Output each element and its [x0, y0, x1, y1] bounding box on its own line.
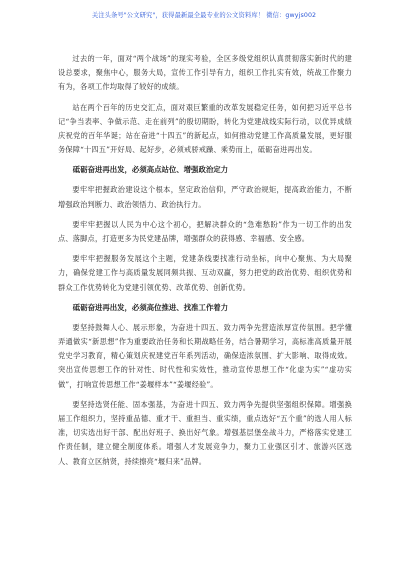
paragraph: 要牢牢把握政治建设这个根本，坚定政治信仰，严守政治规矩，提高政治能力，不断增强政治判断力、政治领悟力、政治执行力。: [58, 185, 352, 209]
paragraph: 过去的一年，面对“两个战场”的现实考验，全区多级党组织认真贯彻落实新时代的建设总要求，聚焦中心，服务大局，宣传工作引导有力，组织工作扎实有效，统战工作聚力有为，各项工作均取得了较好的成绩。: [58, 54, 352, 92]
document-body: [58, 52, 352, 475]
paragraph: 要牢牢把握以人民为中心这个初心，把解决群众的“急难愁盼”作为一切工作的出发点、落脚点，打造更多为民党建品牌，增强群众的获得感、幸福感、安全感。: [58, 219, 352, 244]
section-heading: 砥砺奋进再出发，必须高点站位、增强政治定力: [72, 165, 229, 175]
paragraph: 要坚持鼓舞人心、展示形象，为奋进十四五、致力两争先营造浓厚宣传氛围。把学懂弄通做实“新思想”作为重要政治任务和长期战略任务，结合暑期学习，高标准高质量开展党史学习教育，精心策划庆祝建党百年系列活动，确保造浓氛围、扩大影响、取得成效。突出宣传思想工作的针对性、时代性和实效性，推动宣传思想工作“化虚为实”“虚功实做”，打响宣传思想工作“姜堰样本”“姜堰经验”。: [58, 322, 352, 389]
section-heading: 砥砺奋进再出发，必须高位推进、找准工作着力: [72, 302, 229, 312]
header-banner: 关注头条号"公文研究"，获得最新最全最专业的公文资料库！ 微信：gwyjs002: [91, 12, 317, 19]
paragraph: 要坚持选贤任能、固本强基，为奋进十四五、致力两争先提供坚强组织保障。增强换届工作组织力，坚持重品德、重才干、重担当、重实绩，重点选好“五个重”的选人用人标准，切实选出好干部、配出好班子、换出好气象。增强基层堡垒战斗力，严格落实党建工作责任制，建立健全制度体系。增强人才发展竞争力，聚力工业强区引才、旅游兴区选人、教育立区纳贤，持续擦亮“堰归来”品牌。: [58, 399, 352, 466]
paragraph: 站在两个百年的历史交汇点，面对艰巨繁重的改革发展稳定任务，如何把习近平总书记“争当表率、争做示范、走在前列”的殷切期盼，转化为党建战线实际行动，以优异成绩庆祝党的百年华诞；站在奋进“十四五”的新起点，如何推动党建工作高质量发展，更好服务保障“十四五”开好局、起好步，必须戒骄戒躁、乘势而上，砥砺奋进再出发。: [58, 102, 352, 155]
paragraph: 要牢牢把握服务发展这个主题，党建条线要找准行动坐标，向中心聚焦、为大局聚力，确保党建工作与高质量发展同频共振、互动双赢，努力把党的政治优势、组织优势和群众工作优势转化为党建引领优势、改革优势、创新优势。: [58, 254, 352, 292]
